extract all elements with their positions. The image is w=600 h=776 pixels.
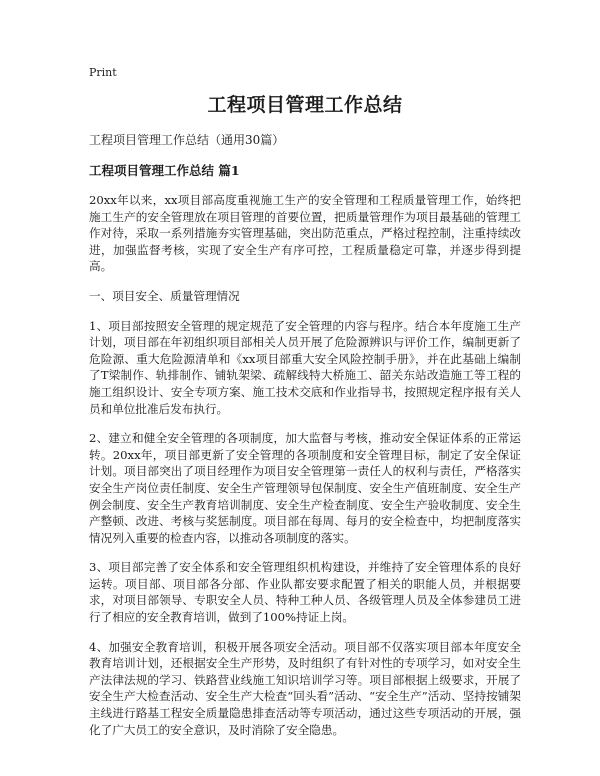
list-heading: 一、项目安全、质量管理情况 [89, 288, 240, 303]
document-page [89, 66, 521, 751]
section-heading: 工程项目管理工作总结 篇1 [89, 163, 240, 178]
list-item-4: 4、加强安全教育培训，积极开展各项安全活动。项目部不仅落实项目部本年度安全教育培训计划，还根据安全生产形势，及时组织了有针对性的专项学习，如对安全生产法律法规的学习、铁路营业线施工知识培训学习等。项目部根据上级要求，开展了安全生产大检查活动、安全生产大检查“回头看”活动、“安全生产”活动、坚持按铺架主线进行路基工程安全质量隐患排查活动等专项活动，通过这些专项活动的开展，强化了广大员工的安全意识，及时消除了安全隐患。 [89, 639, 521, 737]
list-item-2: 2、建立和健全安全管理的各项制度，加大监督与考核，推动安全保证体系的正常运转。20xx年，项目部更新了安全管理的各项制度和安全管理目标，制定了安全保证计划。项目部突出了项目经理作为项目安全管理第一责任人的权利与责任，严格落实安全生产岗位责任制度、安全生产管理领导包保制度、安全生产值班制度、安全生产例会制度、安全生产教育培训制度、安全生产检查制度、安全生产验收制度、安全生产整顿、改进、考核与奖惩制度。项目部在每周、每月的安全检查中，均把制度落实情况列入重要的检查内容，以推动各项制度的落实。 [89, 431, 521, 545]
print-link[interactable]: Print [89, 66, 117, 79]
intro-paragraph: 20xx年以来，xx项目部高度重视施工生产的安全管理和工程质量管理工作，始终把施工生产的安全管理放在项目管理的首要位置，把质量管理作为项目最基础的管理工作对待，采取一系列措施夯实管理基础，突出防范重点，严格过程控制，注重持续改进，加强监督考核，实现了安全生产有序可控，工程质量稳定可靠，并逐步得到提高。 [89, 193, 521, 274]
document-subtitle: 工程项目管理工作总结（通用30篇） [89, 133, 285, 147]
list-item-3: 3、项目部完善了安全体系和安全管理组织机构建设，并维持了安全管理体系的良好运转。项目部、项目部各分部、作业队都安要求配置了相关的职能人员，并根据要求，对项目部领导、专职安全人员、特种工种人员、各级管理人员及全体参建员工进行了相应的安全教育培训，做到了100%持证上岗。 [89, 560, 521, 625]
list-item-1: 1、项目部按照安全管理的规定规范了安全管理的内容与程序。结合本年度施工生产计划，项目部在年初组织项目部相关人员开展了危险源辨识与评价工作，编制更新了危险源、重大危险源清单和《xx项目部重大安全风险控制手册》，并在此基础上编制了T梁制作、轨排制作、铺轨架梁、疏解线特大桥施工、韶关东站改造施工等工程的施工组织设计、安全专项方案、施工技术交底和作业指导书，按照规定程序报有关人员和单位批准后发布执行。 [89, 318, 521, 416]
page-title: 工程项目管理工作总结 [207, 94, 403, 116]
